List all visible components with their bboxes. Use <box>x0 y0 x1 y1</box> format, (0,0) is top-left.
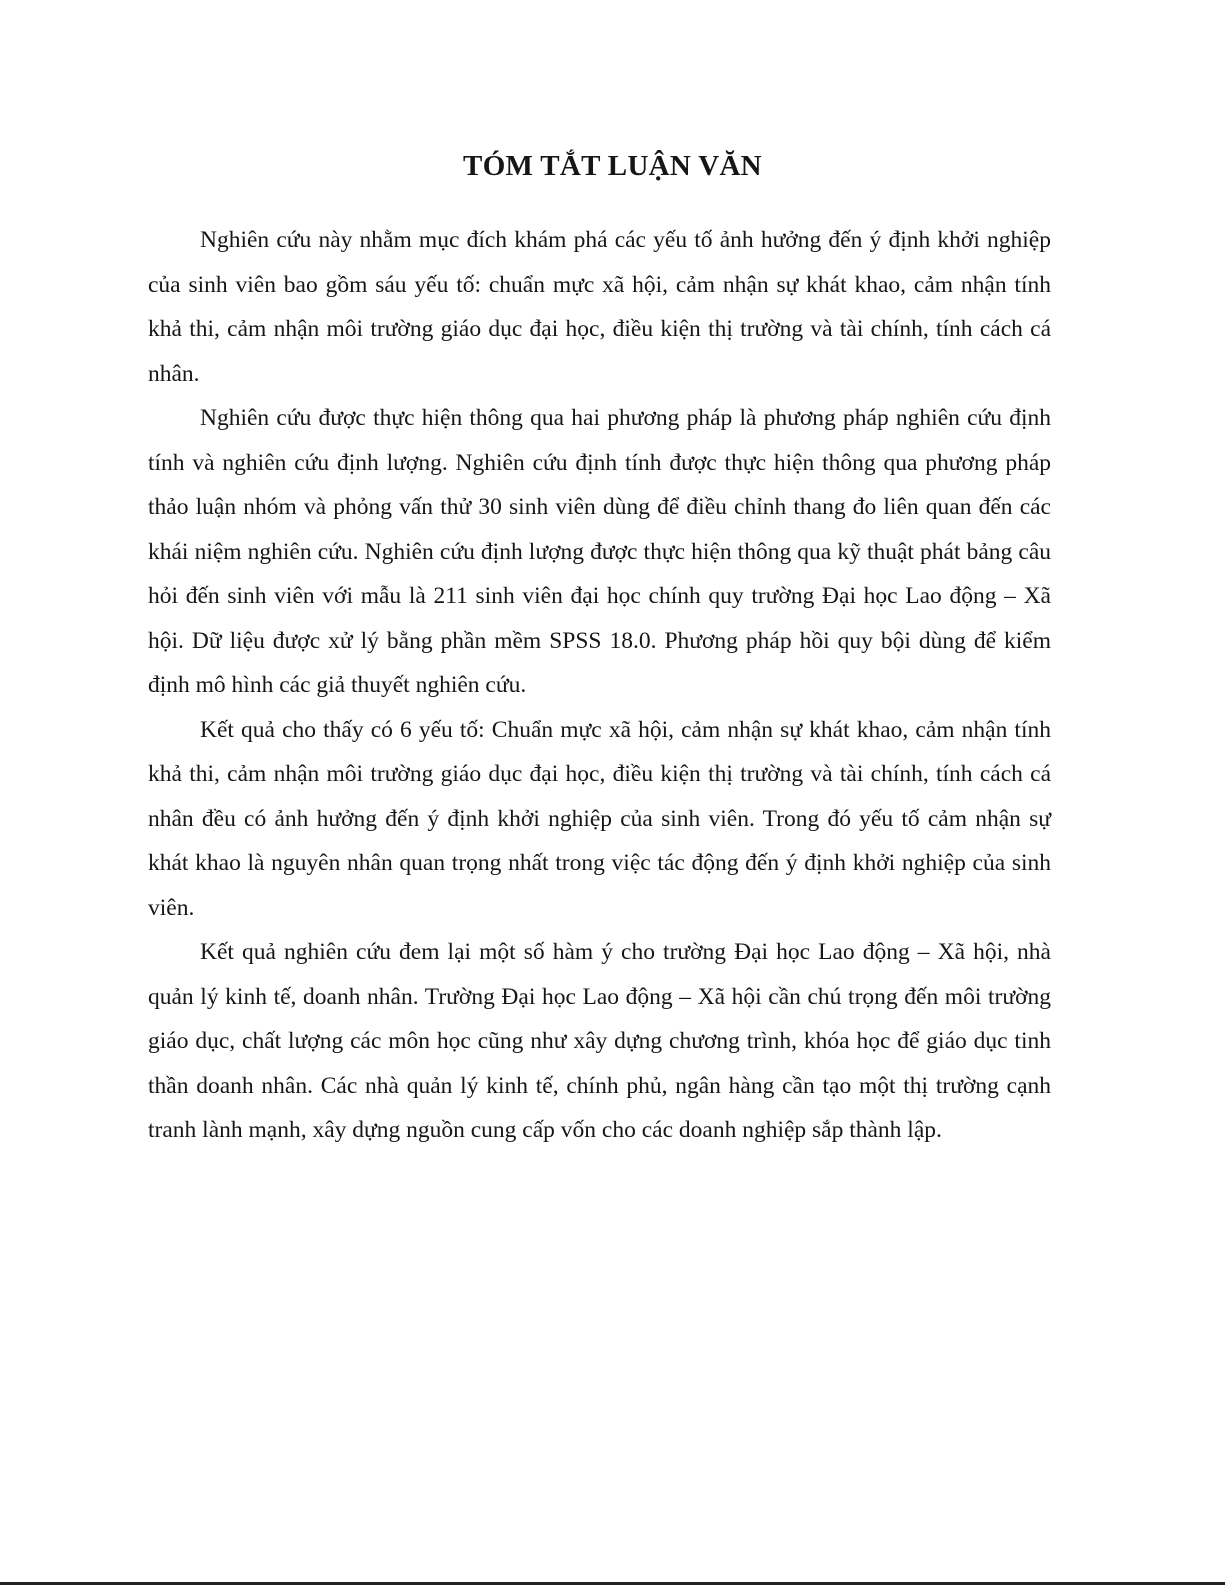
paragraph-results: Kết quả cho thấy có 6 yếu tố: Chuẩn mực xã hội, cảm nhận sự khát khao, cảm nhận tính khả thi, cảm nhận môi trường giáo dục đại học, điều kiện thị trường và tài chính, tính cách cá nhân đều có ảnh hưởng đến ý định khởi nghiệp của sinh viên. Trong đó yếu tố cảm nhận sự khát khao là nguyên nhân quan trọng nhất trong việc tác động đến ý định khởi nghiệp của sinh viên. <box>148 716 1051 921</box>
paragraph-objective: Nghiên cứu này nhằm mục đích khám phá các yếu tố ảnh hưởng đến ý định khởi nghiệp của sinh viên bao gồm sáu yếu tố: chuẩn mực xã hội, cảm nhận sự khát khao, cảm nhận tính khả thi, cảm nhận môi trường giáo dục đại học, điều kiện thị trường và tài chính, tính cách cá nhân. <box>148 227 1051 387</box>
paragraph-methodology: Nghiên cứu được thực hiện thông qua hai phương pháp là phương pháp nghiên cứu định tính và nghiên cứu định lượng. Nghiên cứu định tính được thực hiện thông qua phương pháp thảo luận nhóm và phỏng vấn thử 30 sinh viên dùng để điều chỉnh thang đo liên quan đến các khái niệm nghiên cứu. Nghiên cứu định lượng được thực hiện thông qua kỹ thuật phát bảng câu hỏi đến sinh viên với mẫu là 211 sinh viên đại học chính quy trường Đại học Lao động – Xã hội. Dữ liệu được xử lý bằng phần mềm SPSS 18.0. Phương pháp hồi quy bội dùng để kiểm định mô hình các giả thuyết nghiên cứu. <box>148 405 1051 698</box>
summary-body <box>148 218 1051 1153</box>
page-title: TÓM TẮT LUẬN VĂN <box>463 150 762 182</box>
paragraph-implications: Kết quả nghiên cứu đem lại một số hàm ý cho trường Đại học Lao động – Xã hội, nhà quản lý kinh tế, doanh nhân. Trường Đại học Lao động – Xã hội cần chú trọng đến môi trường giáo dục, chất lượng các môn học cũng như xây dựng chương trình, khóa học để giáo dục tinh thần doanh nhân. Các nhà quản lý kinh tế, chính phủ, ngân hàng cần tạo một thị trường cạnh tranh lành mạnh, xây dựng nguồn cung cấp vốn cho các doanh nghiệp sắp thành lập. <box>148 939 1051 1143</box>
